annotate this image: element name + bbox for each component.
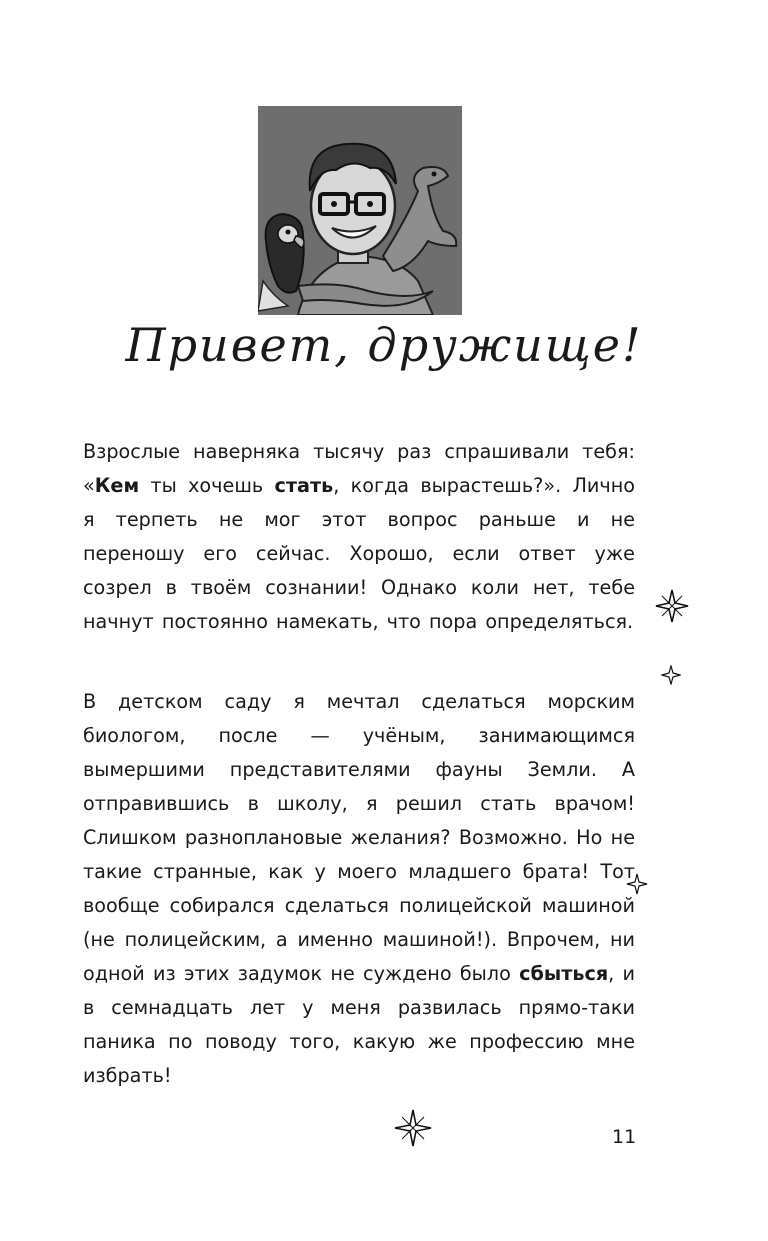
emphasis-who: Кем: [94, 474, 140, 497]
paragraph-1-text: , когда вырастешь?». Лично я терпеть не мог этот вопрос раньше и не переношу его сейчас. Хорошо, если ответ уже созрел в твоём сознании! Однако коли нет, тебе начнут постоянно намекать, что пора определяться.: [83, 474, 635, 633]
paragraph-2-text: , и в семнадцать лет у меня развилась прямо-таки паника по поводу того, какую же профессию мне избрать!: [83, 962, 635, 1087]
sparkle-icon: [393, 1108, 433, 1148]
paragraph-1-text: Взрослые наверняка тысячу раз спрашивали тебя: «: [83, 440, 635, 497]
page-heading: Привет, дружище!: [125, 318, 643, 372]
emphasis-become: стать: [274, 474, 334, 497]
page-number: 11: [612, 1126, 637, 1148]
paragraph-1: [83, 435, 635, 639]
author-portrait: [258, 106, 462, 315]
portrait-illustration: [258, 106, 462, 315]
paragraph-1-text: ты хочешь: [139, 474, 275, 497]
sparkle-icon: [654, 588, 690, 624]
paragraph-2-text: В детском саду я мечтал сделаться морским биологом, после — учёным, занимающимся вымершими представителями фауны Земли. А отправившись в школу, я решил стать врачом! Слишком разноплановые желания? Возможно. Но не такие странные, как у моего младшего брата! Тот вообще собирался сделаться полицейской машиной (не полицейским, а именно машиной!). Впрочем, ни одной из этих задумок не суждено было: [83, 690, 635, 985]
sparkle-icon: [626, 873, 648, 895]
emphasis-come-true: сбыться: [519, 962, 609, 985]
sparkle-icon: [661, 665, 681, 685]
paragraph-2: [83, 685, 635, 1093]
